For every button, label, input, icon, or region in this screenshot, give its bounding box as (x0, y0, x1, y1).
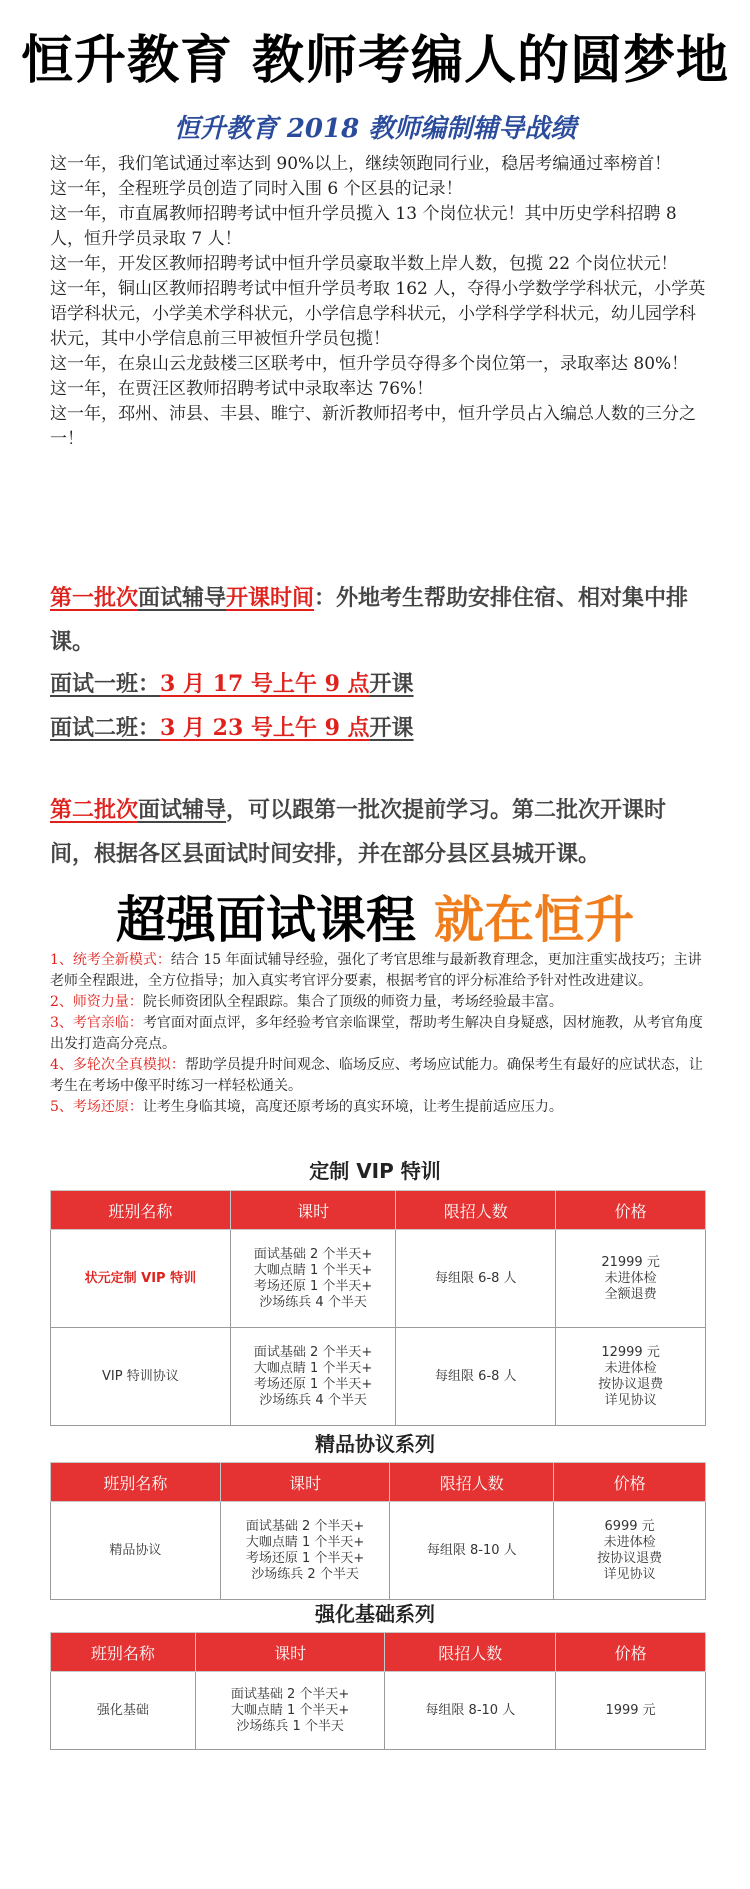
page-subtitle: 恒升教育 2018 教师编制辅导战绩 (173, 114, 577, 144)
feature-label: 2、师资力量： (50, 994, 143, 1010)
price-cell (556, 1328, 706, 1426)
course-banner-black: 超强面试课程 (116, 891, 416, 949)
price-cell (554, 1502, 706, 1600)
col-header-price: 价格 (554, 1463, 706, 1502)
price-line: 未进体检 (604, 1360, 657, 1376)
hours-line: 沙场练兵 1 个半天 (236, 1718, 344, 1734)
limit-cell: 每组限 8-10 人 (390, 1502, 554, 1600)
vip-section-title: 定制 VIP 特训 (309, 1159, 441, 1183)
achievement-item: 这一年，铜山区教师招聘考试中恒升学员考取 162 人，夺得小学数学学科状元，小学英语学科状元，小学美术学科状元，小学信息学科状元，小学科学学科状元，幼儿园学科状元，其中小学信息前三甲被恒升学员包揽！ (50, 279, 706, 349)
hours-line: 大咖点睛 1 个半天+ (253, 1262, 373, 1278)
hours-line: 大咖点睛 1 个半天+ (253, 1360, 373, 1376)
limit-cell: 每组限 6-8 人 (396, 1230, 556, 1328)
batch1-note: ：外地考生帮助安排住宿、相对集中排课。 (50, 585, 689, 655)
table-row (51, 1328, 706, 1426)
achievement-item: 这一年，在泉山云龙鼓楼三区联考中，恒升学员夺得多个岗位第一，录取率达 80%！ (50, 354, 689, 374)
batch1-label: 第一批次 (50, 585, 139, 611)
feature-item (50, 1013, 710, 1055)
batch2-note: ，可以跟第一批次提前学习。第二批次开课时间，根据各区县面试时间安排，并在部分县区县城开课。 (50, 797, 667, 867)
hours-cell (220, 1502, 390, 1600)
hours-line: 沙场练兵 2 个半天 (251, 1566, 359, 1582)
table-row (51, 1502, 706, 1600)
achievement-item: 这一年，开发区教师招聘考试中恒升学员豪取半数上岸人数，包揽 22 个岗位状元！ (50, 254, 678, 274)
col-header-limit: 限招人数 (385, 1633, 556, 1672)
feature-label: 5、考场还原： (50, 1099, 143, 1115)
price-line: 详见协议 (603, 1566, 656, 1582)
feature-text: 让考生身临其境，高度还原考场的真实环境，让考生提前适应压力。 (142, 1099, 563, 1115)
batch1-class1 (50, 662, 710, 706)
batch1-class2 (50, 706, 710, 750)
hours-line: 考场还原 1 个半天+ (245, 1550, 365, 1566)
hours-line: 大咖点睛 1 个半天+ (230, 1702, 350, 1718)
class2-suffix: 开课 (369, 715, 414, 741)
achievements-list (50, 152, 710, 452)
col-header-class: 班别名称 (51, 1191, 231, 1230)
price-line: 6999 元 (604, 1518, 655, 1534)
col-header-hours: 课时 (195, 1633, 385, 1672)
feature-label: 1、统考全新模式： (50, 952, 171, 968)
table-header-row (51, 1191, 706, 1230)
table-row (51, 1672, 706, 1750)
col-header-price: 价格 (556, 1633, 706, 1672)
hours-line: 面试基础 2 个半天+ (253, 1344, 373, 1360)
hours-line: 沙场练兵 4 个半天 (259, 1392, 367, 1408)
class-name-cell: 状元定制 VIP 特训 (51, 1230, 231, 1328)
feature-text: 帮助学员提升时间观念、临场反应、考场应试能力。确保考生有最好的应试状态，让考生在考场中像平时练习一样轻松通关。 (50, 1057, 703, 1094)
vip-price-table (50, 1190, 706, 1426)
hours-line: 考场还原 1 个半天+ (253, 1278, 373, 1294)
premium-price-table (50, 1462, 706, 1600)
achievement-item: 这一年，全程班学员创造了同时入围 6 个区县的记录！ (50, 179, 463, 199)
feature-item (50, 950, 710, 992)
batch1-middle: 面试辅导 (138, 585, 227, 611)
batch2-middle: 面试辅导 (138, 797, 227, 823)
hours-line: 面试基础 2 个半天+ (253, 1246, 373, 1262)
achievement-item: 这一年，邳州、沛县、丰县、睢宁、新沂教师招考中，恒升学员占入编总人数的三分之一！ (50, 404, 696, 449)
price-line: 全额退费 (604, 1286, 657, 1302)
course-banner (0, 880, 750, 952)
table-header-row (51, 1463, 706, 1502)
col-header-class: 班别名称 (51, 1633, 196, 1672)
col-header-limit: 限招人数 (390, 1463, 554, 1502)
achievement-item: 这一年，我们笔试通过率达到 90%以上，继续领跑同行业，稳居考编通过率榜首！ (50, 154, 672, 174)
page-title: 恒升教育 教师考编人的圆梦地 (20, 30, 730, 91)
batch1-time-label: 开课时间 (226, 585, 315, 611)
feature-text: 结合 15 年面试辅导经验，强化了考官思维与最新教育理念，更加注重实战技巧；主讲老师全程跟进，全方位指导；加入真实考官评分要素，根据考官的评分标准给予针对性改进建议。 (50, 952, 702, 989)
feature-text: 院长师资团队全程跟踪。集合了顶级的师资力量，考场经验最丰富。 (142, 994, 563, 1010)
class2-label: 面试二班： (50, 715, 161, 741)
hours-line: 面试基础 2 个半天+ (230, 1686, 350, 1702)
batch2-info (50, 788, 710, 876)
hours-line: 面试基础 2 个半天+ (245, 1518, 365, 1534)
class-name-cell: 强化基础 (51, 1672, 196, 1750)
price-line: 详见协议 (604, 1392, 657, 1408)
price-line: 未进体检 (604, 1270, 657, 1286)
table-row (51, 1230, 706, 1328)
hours-cell (230, 1328, 396, 1426)
col-header-limit: 限招人数 (396, 1191, 556, 1230)
limit-cell: 每组限 6-8 人 (396, 1328, 556, 1426)
col-header-hours: 课时 (230, 1191, 396, 1230)
price-line: 未进体检 (603, 1534, 656, 1550)
basic-section-title: 强化基础系列 (315, 1602, 435, 1626)
col-header-hours: 课时 (220, 1463, 390, 1502)
feature-text: 考官面对面点评，多年经验考官亲临课堂，帮助考生解决自身疑惑，因材施教，从考官角度出发打造高分亮点。 (50, 1015, 703, 1052)
class-name-cell: 精品协议 (51, 1502, 221, 1600)
limit-cell: 每组限 8-10 人 (385, 1672, 556, 1750)
hours-line: 考场还原 1 个半天+ (253, 1376, 373, 1392)
class1-label: 面试一班： (50, 671, 161, 697)
feature-item (50, 1097, 710, 1118)
premium-section-title: 精品协议系列 (315, 1432, 435, 1456)
features-list (50, 950, 710, 1118)
price-line: 21999 元 (601, 1254, 660, 1270)
course-banner-orange: 就在恒升 (434, 891, 634, 949)
feature-item (50, 992, 710, 1013)
hours-cell (230, 1230, 396, 1328)
price-cell (556, 1230, 706, 1328)
feature-label: 3、考官亲临： (50, 1015, 143, 1031)
feature-item (50, 1055, 710, 1097)
hours-cell (195, 1672, 385, 1750)
achievement-item: 这一年，在贾汪区教师招聘考试中录取率达 76%！ (50, 379, 434, 399)
price-line: 12999 元 (601, 1344, 660, 1360)
col-header-price: 价格 (556, 1191, 706, 1230)
feature-label: 4、多轮次全真模拟： (50, 1057, 185, 1073)
price-line: 按协议退费 (597, 1550, 663, 1566)
class-name-cell: VIP 特训协议 (51, 1328, 231, 1426)
price-line: 按协议退费 (598, 1376, 664, 1392)
achievement-item: 这一年，市直属教师招聘考试中恒升学员揽入 13 个岗位状元！其中历史学科招聘 8 人，恒升学员录取 7 人！ (50, 204, 677, 249)
table-header-row (51, 1633, 706, 1672)
hours-line: 大咖点睛 1 个半天+ (245, 1534, 365, 1550)
hours-line: 沙场练兵 4 个半天 (259, 1294, 367, 1310)
class2-time: 3 月 23 号上午 9 点 (160, 715, 370, 741)
col-header-class: 班别名称 (51, 1463, 221, 1502)
batch1-info (50, 576, 710, 664)
price-cell: 1999 元 (556, 1672, 706, 1750)
batch2-label: 第二批次 (50, 797, 139, 823)
class1-time: 3 月 17 号上午 9 点 (160, 671, 370, 697)
class1-suffix: 开课 (369, 671, 414, 697)
basic-price-table (50, 1632, 706, 1750)
